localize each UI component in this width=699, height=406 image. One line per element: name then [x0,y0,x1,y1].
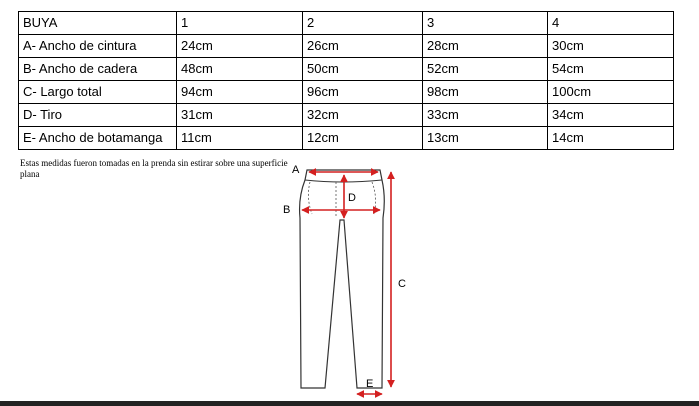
header-cell: 3 [423,12,548,35]
table-cell: 14cm [548,127,674,150]
header-cell: 4 [548,12,674,35]
bottom-bar [0,401,699,406]
table-row [19,81,674,104]
measurement-note: Estas medidas fueron tomadas en la prenda sin estirar sobre una superficie plana [20,158,288,179]
table-cell: 94cm [177,81,303,104]
table-row [19,127,674,150]
table-cell: 50cm [303,58,423,81]
table-row [19,104,674,127]
table-cell: 52cm [423,58,548,81]
table-cell: 11cm [177,127,303,150]
row-label: C- Largo total [19,81,177,104]
table-header-row [19,12,674,35]
left-pocket [308,182,312,214]
row-label: B- Ancho de cadera [19,58,177,81]
header-cell: BUYA [19,12,177,35]
table-cell: 26cm [303,35,423,58]
pants-measurement-diagram [278,158,428,400]
table-cell: 34cm [548,104,674,127]
pants-outline [300,170,385,388]
table-cell: 28cm [423,35,548,58]
label-d: D [348,192,356,204]
table-cell: 31cm [177,104,303,127]
table-cell: 33cm [423,104,548,127]
table-cell: 48cm [177,58,303,81]
label-c: C [398,278,406,290]
table-cell: 54cm [548,58,674,81]
table-cell: 12cm [303,127,423,150]
label-b: B [283,204,291,216]
table-cell: 24cm [177,35,303,58]
row-label: A- Ancho de cintura [19,35,177,58]
table-cell: 96cm [303,81,423,104]
table-cell: 30cm [548,35,674,58]
table-row [19,58,674,81]
row-label: E- Ancho de botamanga [19,127,177,150]
table-cell: 100cm [548,81,674,104]
header-cell: 2 [303,12,423,35]
table-cell: 32cm [303,104,423,127]
label-a: A [292,164,300,176]
table-row [19,35,674,58]
size-chart-table [18,11,674,150]
table-cell: 13cm [423,127,548,150]
header-cell: 1 [177,12,303,35]
label-e: E [366,378,374,390]
table-cell: 98cm [423,81,548,104]
right-pocket [372,182,376,214]
row-label: D- Tiro [19,104,177,127]
